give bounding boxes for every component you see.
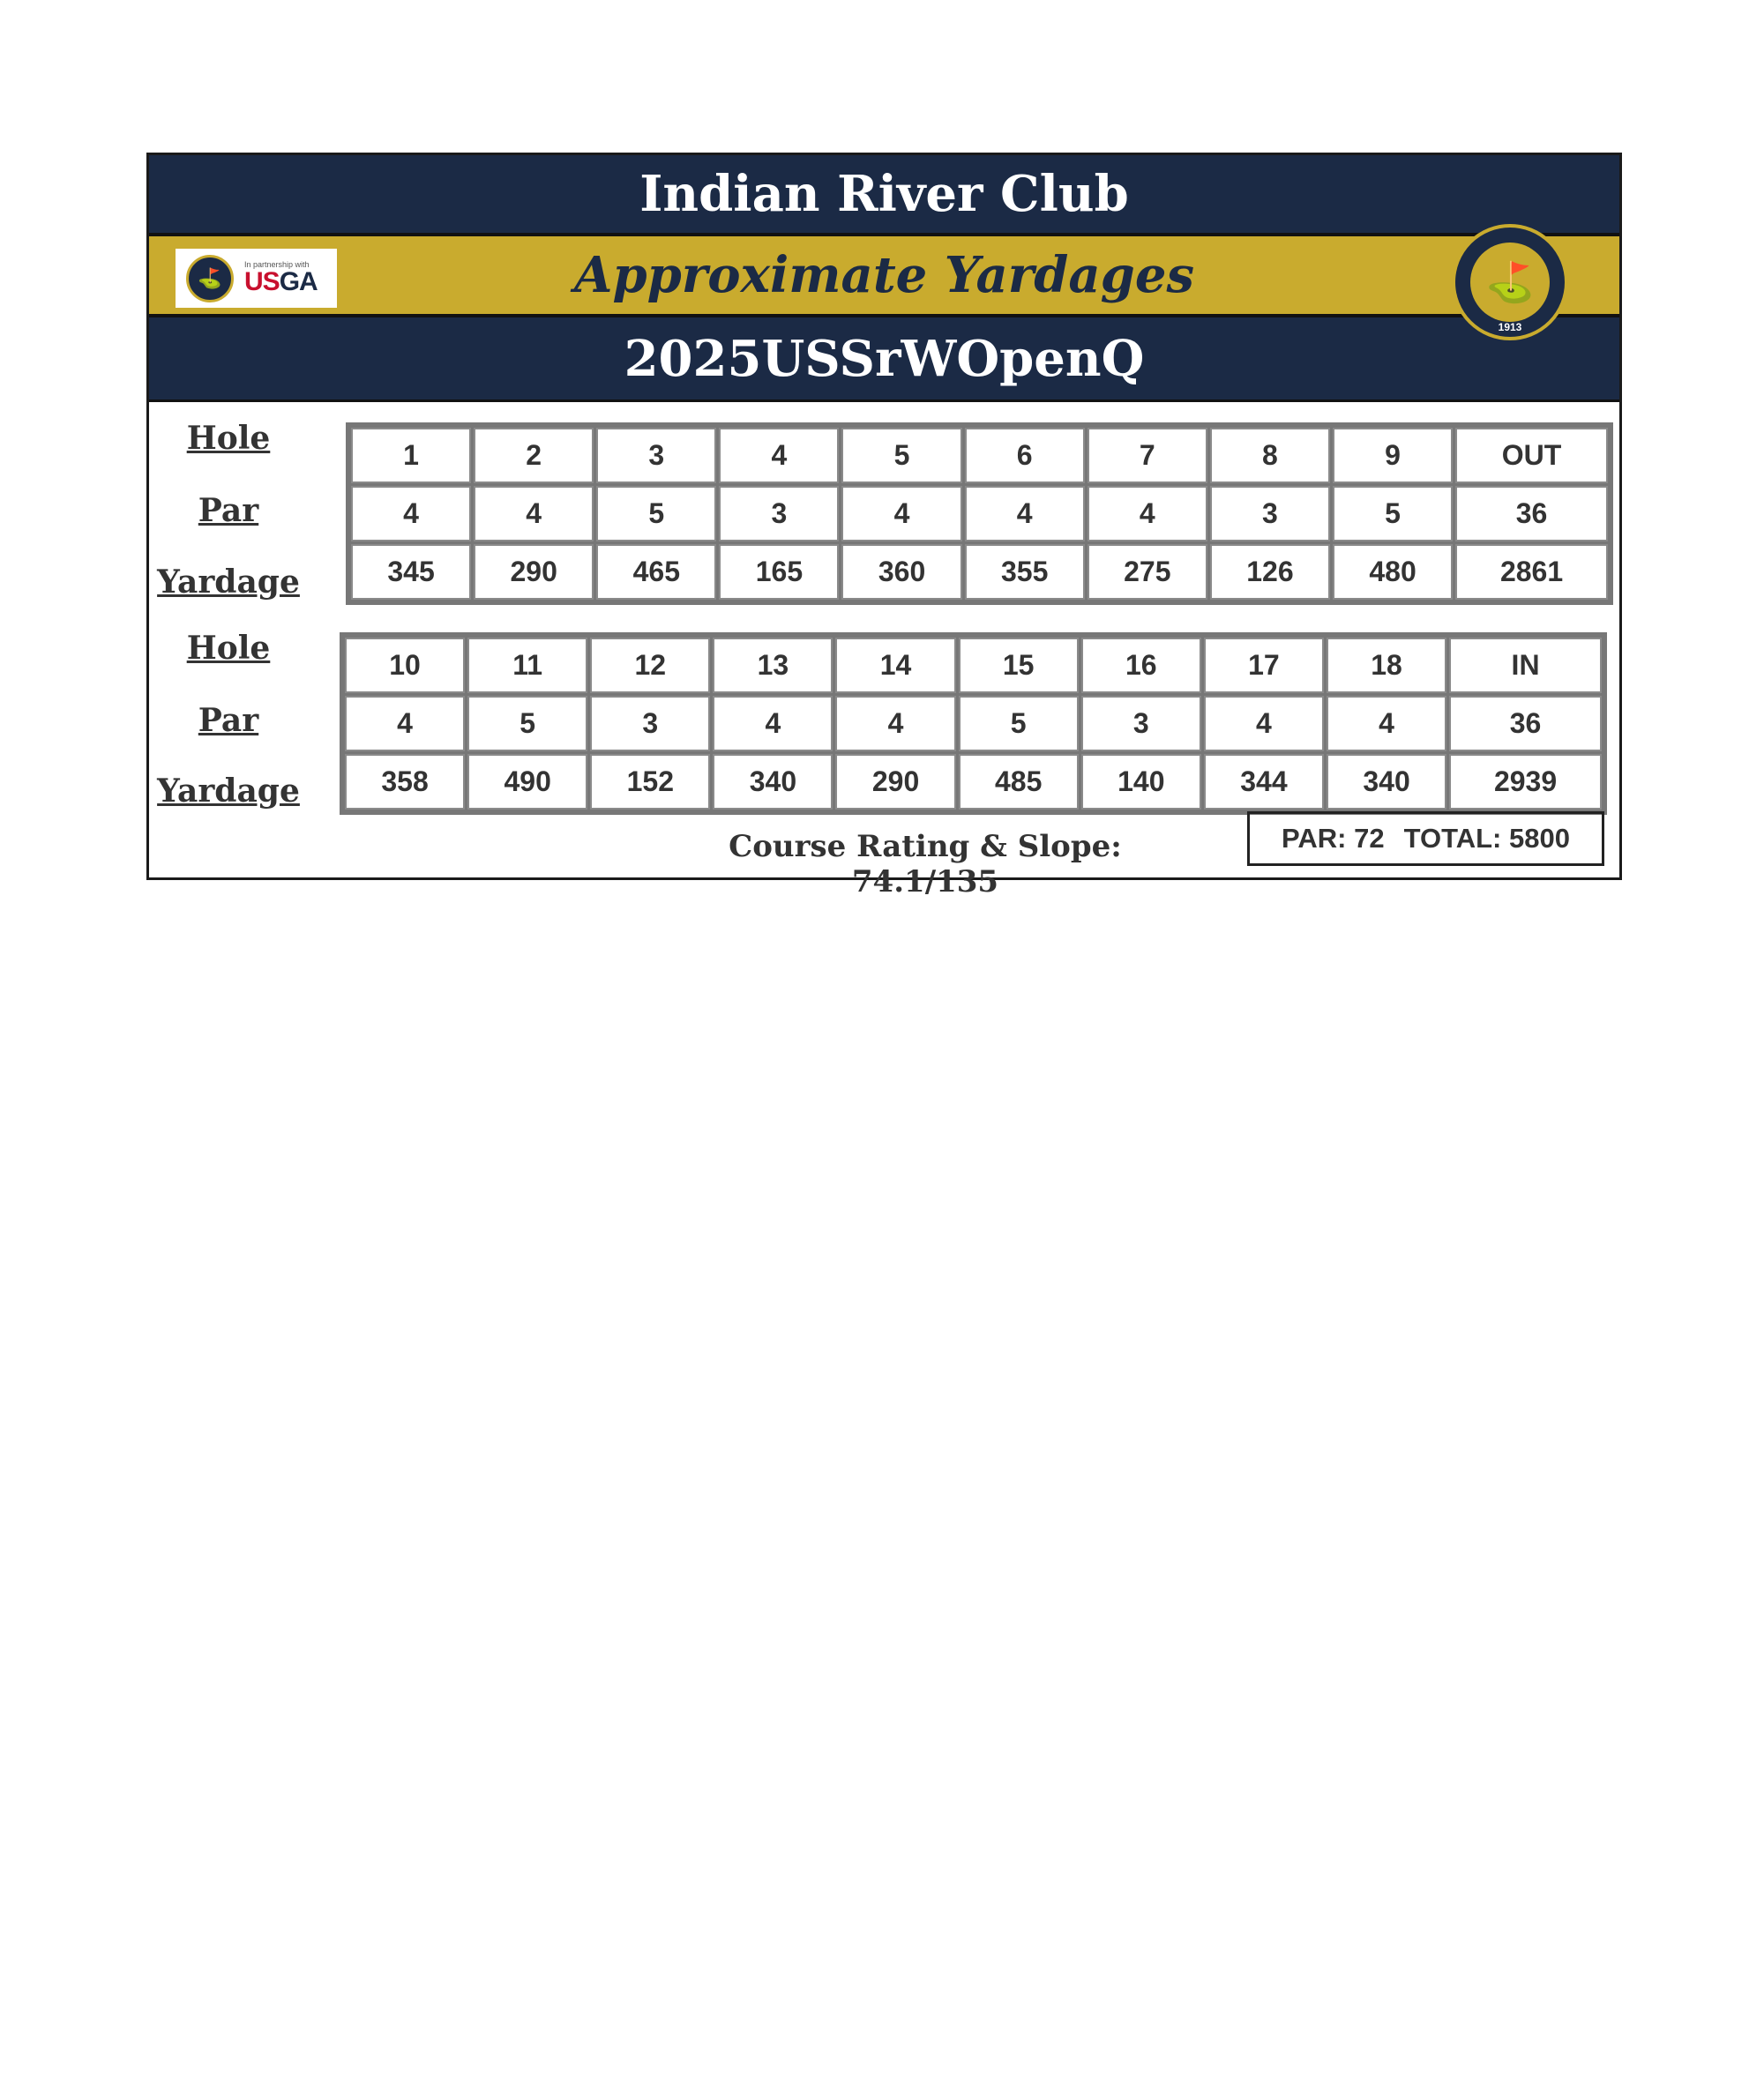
seal-year: 1913 <box>1498 321 1522 333</box>
front-yardage-cell: 2861 <box>1455 544 1608 600</box>
front-holes-cell: OUT <box>1455 428 1608 483</box>
front-par-cell: 5 <box>1333 486 1453 541</box>
front-par-cell: 4 <box>965 486 1085 541</box>
front-par-cell: 4 <box>351 486 471 541</box>
front-yardage-cell: 345 <box>351 544 471 600</box>
back-par-cell: 4 <box>1327 696 1446 751</box>
fsga-seal-logo <box>1452 224 1568 340</box>
title-band <box>149 155 1619 236</box>
front-holes-cell: 4 <box>719 428 839 483</box>
usga-tagline: In partnership with <box>244 260 310 269</box>
back-holes-cell: 15 <box>959 638 1079 693</box>
back-yardage-cell: 290 <box>835 754 955 810</box>
front-holes-cell: 5 <box>841 428 961 483</box>
back-par-label: Par <box>198 702 259 739</box>
event-name: 2025USSrWOpenQ <box>624 329 1145 388</box>
fsga-seal-icon: ⛳ <box>186 255 234 302</box>
front-yardage-cell: 355 <box>965 544 1085 600</box>
front-holes-cell: 1 <box>351 428 471 483</box>
back-yardage-cell: 344 <box>1204 754 1324 810</box>
event-band <box>149 317 1619 402</box>
back-par-cell: 4 <box>713 696 833 751</box>
subtitle: Approximate Yardages <box>574 246 1194 304</box>
back-holes-cell: 11 <box>467 638 587 693</box>
back-par-cell: 3 <box>1081 696 1201 751</box>
front-holes-cell: 7 <box>1088 428 1207 483</box>
back-par-cell: 4 <box>345 696 465 751</box>
front-yardage-cell: 360 <box>841 544 961 600</box>
back-yardage-cell: 340 <box>713 754 833 810</box>
back-yardage-cell: 340 <box>1327 754 1446 810</box>
back-holes-cell: 13 <box>713 638 833 693</box>
back-par-cell: 36 <box>1449 696 1602 751</box>
subtitle-band <box>149 236 1619 317</box>
usga-logo <box>244 261 318 295</box>
back-par-cell: 5 <box>959 696 1079 751</box>
front-yardage-cell: 465 <box>596 544 716 600</box>
back-yardage-cell: 2939 <box>1449 754 1602 810</box>
front-yardage-cell: 126 <box>1210 544 1330 600</box>
back-yardage-cell: 485 <box>959 754 1079 810</box>
front-par-cell: 3 <box>719 486 839 541</box>
back-yardage-cell: 490 <box>467 754 587 810</box>
totals-box <box>1247 811 1604 866</box>
back-holes-cell: 12 <box>590 638 710 693</box>
back-holes-cell: 14 <box>835 638 955 693</box>
front-par-cell: 3 <box>1210 486 1330 541</box>
front-par-cell: 4 <box>1088 486 1207 541</box>
front-hole-label: Hole <box>186 420 271 457</box>
back-holes-cell: 16 <box>1081 638 1201 693</box>
back-par-cell: 4 <box>1204 696 1324 751</box>
back-yardage-cell: 140 <box>1081 754 1201 810</box>
par-total: PAR: 72 <box>1282 823 1385 854</box>
course-title: Indian River Club <box>639 165 1129 223</box>
front-par-cell: 36 <box>1455 486 1608 541</box>
front-holes-cell: 2 <box>474 428 594 483</box>
yardage-total: TOTAL: 5800 <box>1403 823 1570 854</box>
front-yardage-label: Yardage <box>157 564 300 601</box>
usga-wordmark: USGA <box>244 267 318 296</box>
scorecard <box>146 153 1622 899</box>
front-yardage-cell: 290 <box>474 544 594 600</box>
back-hole-label: Hole <box>186 630 271 667</box>
back-holes-cell: IN <box>1449 638 1602 693</box>
front-par-cell: 4 <box>474 486 594 541</box>
front-par-label: Par <box>198 492 259 529</box>
back-nine-table <box>340 632 1607 815</box>
front-par-cell: 5 <box>596 486 716 541</box>
front-par-cell: 4 <box>841 486 961 541</box>
front-yardage-cell: 480 <box>1333 544 1453 600</box>
back-holes-cell: 17 <box>1204 638 1324 693</box>
florida-map-icon: ⛳ <box>1470 243 1550 322</box>
back-holes-cell: 18 <box>1327 638 1446 693</box>
back-yardage-cell: 152 <box>590 754 710 810</box>
front-yardage-cell: 165 <box>719 544 839 600</box>
back-holes-cell: 10 <box>345 638 465 693</box>
back-yardage-label: Yardage <box>157 773 300 810</box>
fsga-usga-logo <box>176 249 337 308</box>
front-holes-cell: 9 <box>1333 428 1453 483</box>
back-yardage-cell: 358 <box>345 754 465 810</box>
course-rating: Course Rating & Slope: 74.1/135 <box>729 829 1122 899</box>
front-holes-cell: 8 <box>1210 428 1330 483</box>
front-holes-cell: 6 <box>965 428 1085 483</box>
front-holes-cell: 3 <box>596 428 716 483</box>
front-nine-table <box>346 422 1613 605</box>
back-par-cell: 3 <box>590 696 710 751</box>
back-par-cell: 4 <box>835 696 955 751</box>
back-par-cell: 5 <box>467 696 587 751</box>
front-yardage-cell: 275 <box>1088 544 1207 600</box>
